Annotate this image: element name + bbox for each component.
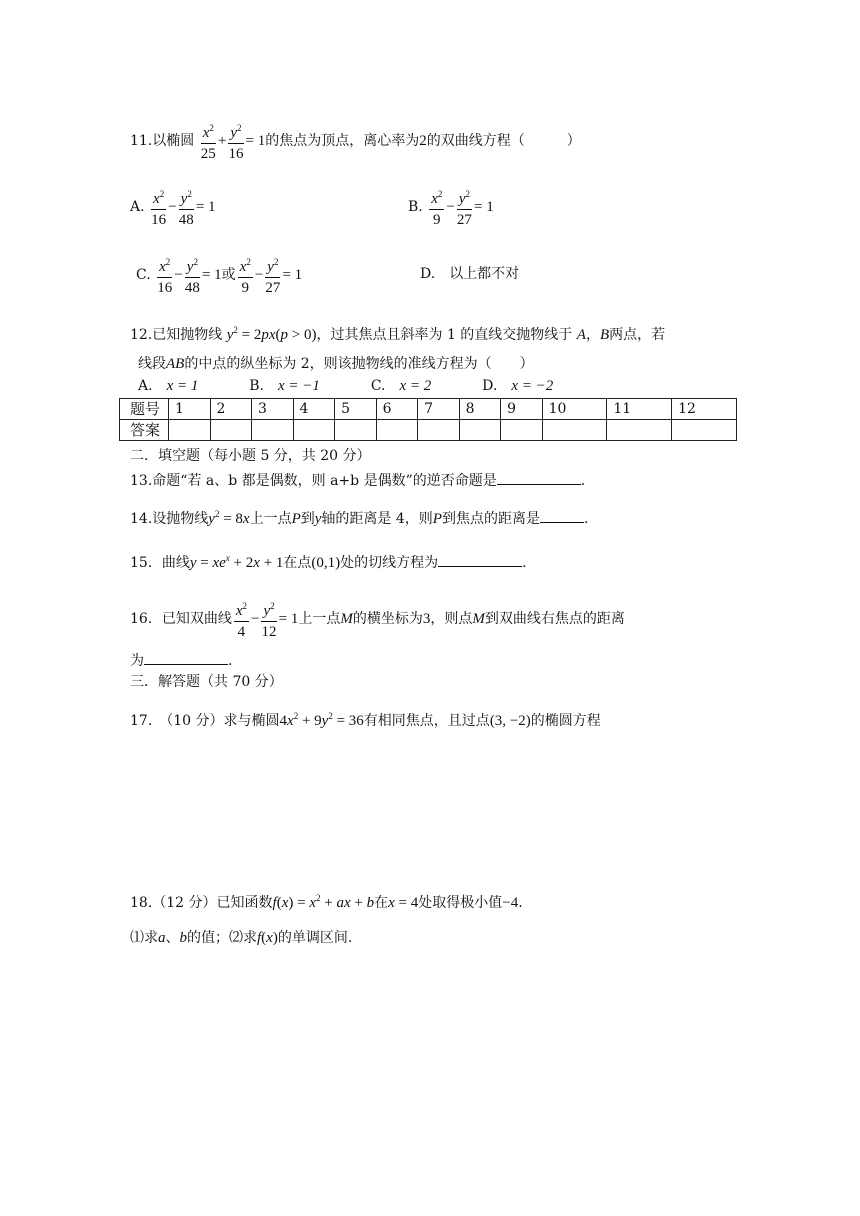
q12-options: A. x = 1 B. x = −1 C. x = 2 D. x = −2 — [138, 378, 554, 394]
q11-number: 11. — [130, 133, 153, 149]
q12-line1: 12.已知抛物线 $y^2 = 2px(p > 0)$，过其焦点且斜率为 1 的直线交抛物线于 A，B两点，若 — [130, 325, 666, 343]
q11-frac2: $\frac{y^2}{16}$ — [228, 118, 243, 164]
answer-table — [119, 398, 737, 441]
q11-frac1: $\frac{x^2}{25}$ — [201, 118, 216, 164]
table-row-answers: 答案 — [120, 420, 737, 441]
q15-line: 15．曲线$y = xe^x + 2x + 1$在点(0,1)处的切线方程为 . — [130, 553, 527, 571]
table-row-numbers: 题号 1 2 3 4 5 6 7 8 9 10 11 12 — [120, 399, 737, 420]
q11-option-b: B. $\frac{x^2}{9}$ − $\frac{y^2}{27}$ = 1 — [408, 184, 494, 230]
section2-title: 二．填空题（每小题 5 分，共 20 分） — [130, 448, 371, 464]
q16-line1: 16．已知双曲线 $\frac{x^2}{4}$ − $\frac{y^2}{12}$ = 1上一点M的横坐标为3，则点M到双曲线右焦点的距离 — [130, 596, 625, 642]
q14-line: 14.设抛物线$y^2 = 8x$上一点P到y轴的距离是 4，则P到焦点的距离是 . — [130, 509, 589, 527]
section3-title: 三．解答题（共 70 分） — [130, 674, 283, 690]
q18-line2: ⑴求a、b的值；⑵求f(x)的单调区间. — [130, 930, 353, 946]
q11-option-d: D. 以上都不对 — [420, 266, 520, 282]
q16-line2: 为 . — [130, 650, 232, 671]
q13-line: 13.命题“若 a、b 都是偶数，则 a+b 是偶数”的逆否命题是 . — [130, 470, 585, 491]
q12-line2: 线段AB的中点的纵坐标为 2，则该抛物线的准线方程为（ ） — [138, 356, 534, 372]
q18-line1: 18.（12 分）已知函数$f(x) = x^2$ + ax + b在x = 4处取得极小值−4. — [130, 893, 523, 911]
q17-line: 17. （10 分）求与椭圆$4x^2 + 9y^2 = 36$有相同焦点，且过点(3, −2)的椭圆方程 — [130, 711, 601, 729]
q11-line: 11.以椭圆 $\frac{x^2}{25}$ + $\frac{y^2}{16}$ = 1的焦点为顶点，离心率为2的双曲线方程（ ） — [130, 118, 581, 164]
q11-option-a: A. $\frac{x^2}{16}$ − $\frac{y^2}{48}$ = 1 — [130, 184, 216, 230]
q11-option-c: C. $\frac{x^2}{16}$ − $\frac{y^2}{48}$ = 1或 $\frac{x^2}{9}$ − $\frac{y^2}{27}$ = 1 — [136, 252, 302, 298]
